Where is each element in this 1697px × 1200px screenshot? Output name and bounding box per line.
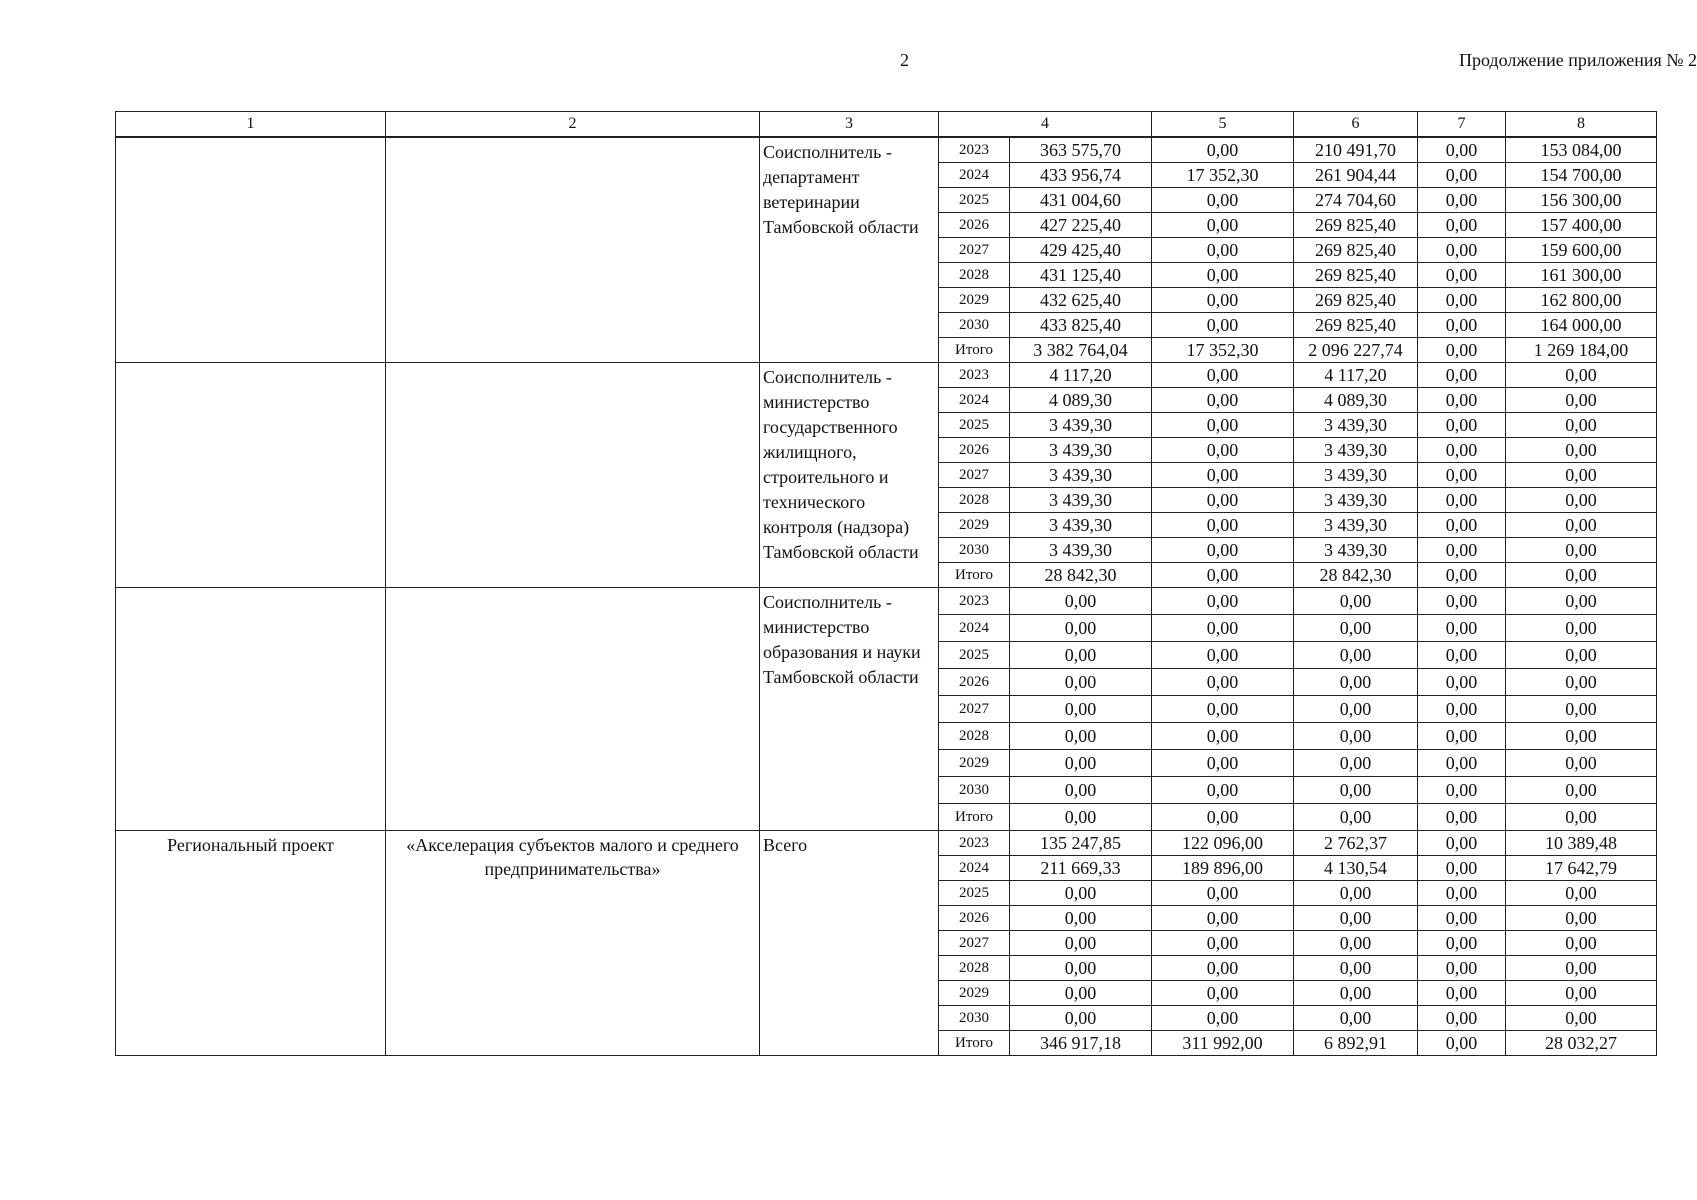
value-cell: 0,00 bbox=[1418, 263, 1506, 288]
project-type-cell bbox=[116, 137, 386, 363]
value-cell: 0,00 bbox=[1506, 642, 1657, 669]
year-cell: 2028 bbox=[939, 488, 1010, 513]
column-header: 1 bbox=[116, 112, 386, 138]
value-cell: 0,00 bbox=[1506, 1006, 1657, 1031]
column-header: 3 bbox=[760, 112, 939, 138]
value-cell: 0,00 bbox=[1506, 931, 1657, 956]
year-cell: 2024 bbox=[939, 163, 1010, 188]
value-cell: 0,00 bbox=[1418, 563, 1506, 588]
value-cell: 122 096,00 bbox=[1152, 831, 1294, 856]
value-cell: 0,00 bbox=[1152, 313, 1294, 338]
value-cell: 0,00 bbox=[1152, 750, 1294, 777]
value-cell: 0,00 bbox=[1294, 956, 1418, 981]
value-cell: 3 439,30 bbox=[1294, 438, 1418, 463]
year-cell: 2030 bbox=[939, 777, 1010, 804]
value-cell: 0,00 bbox=[1152, 1006, 1294, 1031]
value-cell: 0,00 bbox=[1010, 669, 1152, 696]
year-cell: 2023 bbox=[939, 363, 1010, 388]
value-cell: 0,00 bbox=[1010, 723, 1152, 750]
value-cell: 0,00 bbox=[1294, 881, 1418, 906]
value-cell: 0,00 bbox=[1418, 831, 1506, 856]
value-cell: 427 225,40 bbox=[1010, 213, 1152, 238]
value-cell: 0,00 bbox=[1152, 906, 1294, 931]
value-cell: 0,00 bbox=[1152, 388, 1294, 413]
value-cell: 0,00 bbox=[1152, 488, 1294, 513]
value-cell: 0,00 bbox=[1418, 137, 1506, 163]
value-cell: 0,00 bbox=[1418, 238, 1506, 263]
value-cell: 0,00 bbox=[1418, 313, 1506, 338]
project-type-cell: Региональный проект bbox=[116, 831, 386, 1056]
value-cell: 0,00 bbox=[1418, 388, 1506, 413]
value-cell: 3 439,30 bbox=[1010, 513, 1152, 538]
value-cell: 0,00 bbox=[1294, 588, 1418, 615]
value-cell: 0,00 bbox=[1418, 188, 1506, 213]
value-cell: 0,00 bbox=[1010, 588, 1152, 615]
project-type-cell bbox=[116, 588, 386, 831]
value-cell: 0,00 bbox=[1418, 513, 1506, 538]
value-cell: 0,00 bbox=[1506, 588, 1657, 615]
value-cell: 0,00 bbox=[1418, 288, 1506, 313]
year-cell: 2026 bbox=[939, 906, 1010, 931]
project-name-cell: «Акселерация субъектов малого и среднего предпринимательства» bbox=[386, 831, 760, 1056]
year-cell: 2029 bbox=[939, 750, 1010, 777]
value-cell: 3 439,30 bbox=[1294, 513, 1418, 538]
column-header: 2 bbox=[386, 112, 760, 138]
column-header: 4 bbox=[939, 112, 1152, 138]
value-cell: 269 825,40 bbox=[1294, 213, 1418, 238]
value-cell: 156 300,00 bbox=[1506, 188, 1657, 213]
value-cell: 157 400,00 bbox=[1506, 213, 1657, 238]
value-cell: 0,00 bbox=[1294, 1006, 1418, 1031]
page-number: 2 bbox=[900, 50, 909, 70]
year-cell: 2027 bbox=[939, 696, 1010, 723]
table-row bbox=[116, 137, 1657, 163]
value-cell: 0,00 bbox=[1418, 338, 1506, 363]
value-cell: 0,00 bbox=[1010, 696, 1152, 723]
year-cell: 2030 bbox=[939, 538, 1010, 563]
value-cell: 4 089,30 bbox=[1294, 388, 1418, 413]
value-cell: 3 382 764,04 bbox=[1010, 338, 1152, 363]
value-cell: 17 352,30 bbox=[1152, 338, 1294, 363]
value-cell: 0,00 bbox=[1294, 981, 1418, 1006]
value-cell: 0,00 bbox=[1506, 438, 1657, 463]
value-cell: 0,00 bbox=[1152, 413, 1294, 438]
value-cell: 0,00 bbox=[1506, 696, 1657, 723]
value-cell: 0,00 bbox=[1152, 213, 1294, 238]
value-cell: 0,00 bbox=[1152, 956, 1294, 981]
value-cell: 3 439,30 bbox=[1010, 438, 1152, 463]
value-cell: 0,00 bbox=[1506, 388, 1657, 413]
year-cell: 2025 bbox=[939, 188, 1010, 213]
year-cell: 2025 bbox=[939, 881, 1010, 906]
value-cell: 261 904,44 bbox=[1294, 163, 1418, 188]
value-cell: 2 762,37 bbox=[1294, 831, 1418, 856]
value-cell: 0,00 bbox=[1152, 881, 1294, 906]
value-cell: 0,00 bbox=[1506, 881, 1657, 906]
value-cell: 431 125,40 bbox=[1010, 263, 1152, 288]
value-cell: 0,00 bbox=[1152, 588, 1294, 615]
value-cell: 1 269 184,00 bbox=[1506, 338, 1657, 363]
year-cell: 2026 bbox=[939, 213, 1010, 238]
table-row bbox=[116, 588, 1657, 615]
value-cell: 0,00 bbox=[1294, 669, 1418, 696]
value-cell: 0,00 bbox=[1152, 669, 1294, 696]
year-cell: Итого bbox=[939, 804, 1010, 831]
value-cell: 0,00 bbox=[1294, 750, 1418, 777]
value-cell: 0,00 bbox=[1152, 513, 1294, 538]
value-cell: 0,00 bbox=[1418, 438, 1506, 463]
value-cell: 0,00 bbox=[1152, 463, 1294, 488]
value-cell: 3 439,30 bbox=[1010, 463, 1152, 488]
value-cell: 0,00 bbox=[1506, 463, 1657, 488]
value-cell: 346 917,18 bbox=[1010, 1031, 1152, 1056]
year-cell: 2027 bbox=[939, 463, 1010, 488]
value-cell: 0,00 bbox=[1152, 981, 1294, 1006]
value-cell: 274 704,60 bbox=[1294, 188, 1418, 213]
value-cell: 164 000,00 bbox=[1506, 313, 1657, 338]
value-cell: 3 439,30 bbox=[1010, 538, 1152, 563]
value-cell: 0,00 bbox=[1294, 723, 1418, 750]
value-cell: 2 096 227,74 bbox=[1294, 338, 1418, 363]
value-cell: 0,00 bbox=[1418, 856, 1506, 881]
value-cell: 269 825,40 bbox=[1294, 238, 1418, 263]
value-cell: 0,00 bbox=[1418, 1031, 1506, 1056]
value-cell: 0,00 bbox=[1418, 723, 1506, 750]
value-cell: 0,00 bbox=[1506, 563, 1657, 588]
value-cell: 0,00 bbox=[1152, 804, 1294, 831]
header-row bbox=[116, 112, 1657, 138]
budget-table bbox=[115, 111, 1657, 1056]
year-cell: 2029 bbox=[939, 981, 1010, 1006]
year-cell: Итого bbox=[939, 563, 1010, 588]
value-cell: 0,00 bbox=[1418, 906, 1506, 931]
value-cell: 0,00 bbox=[1010, 777, 1152, 804]
value-cell: 0,00 bbox=[1418, 804, 1506, 831]
value-cell: 0,00 bbox=[1294, 777, 1418, 804]
project-type-cell bbox=[116, 363, 386, 588]
value-cell: 0,00 bbox=[1294, 642, 1418, 669]
value-cell: 161 300,00 bbox=[1506, 263, 1657, 288]
value-cell: 0,00 bbox=[1418, 163, 1506, 188]
value-cell: 0,00 bbox=[1418, 1006, 1506, 1031]
year-cell: 2025 bbox=[939, 413, 1010, 438]
value-cell: 429 425,40 bbox=[1010, 238, 1152, 263]
column-header: 5 bbox=[1152, 112, 1294, 138]
year-cell: 2024 bbox=[939, 615, 1010, 642]
value-cell: 0,00 bbox=[1418, 588, 1506, 615]
value-cell: 0,00 bbox=[1010, 750, 1152, 777]
value-cell: 0,00 bbox=[1010, 642, 1152, 669]
value-cell: 0,00 bbox=[1418, 750, 1506, 777]
value-cell: 0,00 bbox=[1152, 723, 1294, 750]
continuation-label: Продолжение приложения № 2 bbox=[1458, 50, 1697, 70]
value-cell: 0,00 bbox=[1294, 696, 1418, 723]
value-cell: 0,00 bbox=[1152, 363, 1294, 388]
value-cell: 0,00 bbox=[1506, 488, 1657, 513]
value-cell: 0,00 bbox=[1152, 696, 1294, 723]
value-cell: 363 575,70 bbox=[1010, 137, 1152, 163]
value-cell: 0,00 bbox=[1010, 881, 1152, 906]
value-cell: 269 825,40 bbox=[1294, 313, 1418, 338]
year-cell: 2026 bbox=[939, 438, 1010, 463]
column-header: 6 bbox=[1294, 112, 1418, 138]
executor-cell: Соисполнитель - министерство образования и науки Тамбовской области bbox=[760, 588, 939, 831]
value-cell: 159 600,00 bbox=[1506, 238, 1657, 263]
value-cell: 189 896,00 bbox=[1152, 856, 1294, 881]
value-cell: 0,00 bbox=[1010, 615, 1152, 642]
year-cell: 2028 bbox=[939, 263, 1010, 288]
value-cell: 0,00 bbox=[1418, 881, 1506, 906]
project-name-cell bbox=[386, 588, 760, 831]
table-body bbox=[116, 112, 1657, 1056]
value-cell: 4 089,30 bbox=[1010, 388, 1152, 413]
value-cell: 0,00 bbox=[1506, 804, 1657, 831]
value-cell: 0,00 bbox=[1152, 615, 1294, 642]
executor-cell: Соисполнитель - министерство государственного жилищного, строительного и технического контроля (надзора) Тамбовской области bbox=[760, 363, 939, 588]
value-cell: 0,00 bbox=[1506, 723, 1657, 750]
value-cell: 28 842,30 bbox=[1294, 563, 1418, 588]
table-row bbox=[116, 831, 1657, 856]
value-cell: 0,00 bbox=[1152, 238, 1294, 263]
value-cell: 0,00 bbox=[1152, 263, 1294, 288]
year-cell: 2024 bbox=[939, 856, 1010, 881]
year-cell: 2028 bbox=[939, 956, 1010, 981]
value-cell: 0,00 bbox=[1152, 188, 1294, 213]
value-cell: 3 439,30 bbox=[1294, 488, 1418, 513]
value-cell: 154 700,00 bbox=[1506, 163, 1657, 188]
value-cell: 0,00 bbox=[1294, 804, 1418, 831]
value-cell: 6 892,91 bbox=[1294, 1031, 1418, 1056]
value-cell: 4 117,20 bbox=[1294, 363, 1418, 388]
value-cell: 433 825,40 bbox=[1010, 313, 1152, 338]
value-cell: 0,00 bbox=[1506, 750, 1657, 777]
year-cell: 2029 bbox=[939, 513, 1010, 538]
value-cell: 0,00 bbox=[1418, 777, 1506, 804]
value-cell: 269 825,40 bbox=[1294, 263, 1418, 288]
project-name-cell bbox=[386, 363, 760, 588]
value-cell: 0,00 bbox=[1506, 538, 1657, 563]
value-cell: 210 491,70 bbox=[1294, 137, 1418, 163]
value-cell: 0,00 bbox=[1418, 669, 1506, 696]
value-cell: 0,00 bbox=[1418, 363, 1506, 388]
year-cell: 2030 bbox=[939, 1006, 1010, 1031]
value-cell: 0,00 bbox=[1294, 931, 1418, 956]
value-cell: 0,00 bbox=[1152, 438, 1294, 463]
value-cell: 0,00 bbox=[1418, 615, 1506, 642]
value-cell: 0,00 bbox=[1010, 956, 1152, 981]
value-cell: 0,00 bbox=[1418, 413, 1506, 438]
value-cell: 0,00 bbox=[1506, 777, 1657, 804]
value-cell: 0,00 bbox=[1506, 363, 1657, 388]
value-cell: 0,00 bbox=[1418, 696, 1506, 723]
project-name-cell bbox=[386, 137, 760, 363]
value-cell: 0,00 bbox=[1506, 413, 1657, 438]
year-cell: 2029 bbox=[939, 288, 1010, 313]
value-cell: 0,00 bbox=[1010, 1006, 1152, 1031]
value-cell: 28 032,27 bbox=[1506, 1031, 1657, 1056]
value-cell: 0,00 bbox=[1010, 931, 1152, 956]
value-cell: 0,00 bbox=[1152, 777, 1294, 804]
year-cell: 2023 bbox=[939, 137, 1010, 163]
year-cell: 2028 bbox=[939, 723, 1010, 750]
column-header: 8 bbox=[1506, 112, 1657, 138]
value-cell: 3 439,30 bbox=[1294, 413, 1418, 438]
value-cell: 135 247,85 bbox=[1010, 831, 1152, 856]
year-cell: 2027 bbox=[939, 931, 1010, 956]
value-cell: 0,00 bbox=[1418, 956, 1506, 981]
value-cell: 0,00 bbox=[1418, 981, 1506, 1006]
value-cell: 4 130,54 bbox=[1294, 856, 1418, 881]
value-cell: 0,00 bbox=[1010, 981, 1152, 1006]
year-cell: Итого bbox=[939, 338, 1010, 363]
value-cell: 3 439,30 bbox=[1294, 538, 1418, 563]
value-cell: 311 992,00 bbox=[1152, 1031, 1294, 1056]
value-cell: 3 439,30 bbox=[1010, 413, 1152, 438]
value-cell: 211 669,33 bbox=[1010, 856, 1152, 881]
year-cell: 2024 bbox=[939, 388, 1010, 413]
value-cell: 0,00 bbox=[1294, 906, 1418, 931]
value-cell: 0,00 bbox=[1506, 981, 1657, 1006]
value-cell: 0,00 bbox=[1506, 615, 1657, 642]
value-cell: 0,00 bbox=[1152, 642, 1294, 669]
value-cell: 10 389,48 bbox=[1506, 831, 1657, 856]
value-cell: 0,00 bbox=[1418, 488, 1506, 513]
value-cell: 432 625,40 bbox=[1010, 288, 1152, 313]
value-cell: 0,00 bbox=[1506, 956, 1657, 981]
year-cell: Итого bbox=[939, 1031, 1010, 1056]
value-cell: 0,00 bbox=[1010, 906, 1152, 931]
year-cell: 2026 bbox=[939, 669, 1010, 696]
value-cell: 162 800,00 bbox=[1506, 288, 1657, 313]
value-cell: 0,00 bbox=[1506, 513, 1657, 538]
value-cell: 4 117,20 bbox=[1010, 363, 1152, 388]
column-header: 7 bbox=[1418, 112, 1506, 138]
value-cell: 0,00 bbox=[1152, 538, 1294, 563]
value-cell: 17 352,30 bbox=[1152, 163, 1294, 188]
value-cell: 0,00 bbox=[1294, 615, 1418, 642]
value-cell: 28 842,30 bbox=[1010, 563, 1152, 588]
year-cell: 2023 bbox=[939, 588, 1010, 615]
value-cell: 0,00 bbox=[1418, 642, 1506, 669]
year-cell: 2023 bbox=[939, 831, 1010, 856]
value-cell: 0,00 bbox=[1152, 288, 1294, 313]
executor-cell: Соисполнитель - департамент ветеринарии Тамбовской области bbox=[760, 137, 939, 363]
value-cell: 0,00 bbox=[1152, 931, 1294, 956]
value-cell: 269 825,40 bbox=[1294, 288, 1418, 313]
value-cell: 153 084,00 bbox=[1506, 137, 1657, 163]
year-cell: 2025 bbox=[939, 642, 1010, 669]
value-cell: 0,00 bbox=[1506, 906, 1657, 931]
year-cell: 2030 bbox=[939, 313, 1010, 338]
value-cell: 433 956,74 bbox=[1010, 163, 1152, 188]
value-cell: 0,00 bbox=[1152, 137, 1294, 163]
value-cell: 0,00 bbox=[1010, 804, 1152, 831]
value-cell: 3 439,30 bbox=[1294, 463, 1418, 488]
value-cell: 0,00 bbox=[1418, 213, 1506, 238]
table-row bbox=[116, 363, 1657, 388]
value-cell: 0,00 bbox=[1418, 931, 1506, 956]
value-cell: 3 439,30 bbox=[1010, 488, 1152, 513]
value-cell: 0,00 bbox=[1418, 538, 1506, 563]
value-cell: 431 004,60 bbox=[1010, 188, 1152, 213]
year-cell: 2027 bbox=[939, 238, 1010, 263]
executor-cell: Всего bbox=[760, 831, 939, 1056]
value-cell: 0,00 bbox=[1152, 563, 1294, 588]
value-cell: 0,00 bbox=[1418, 463, 1506, 488]
value-cell: 17 642,79 bbox=[1506, 856, 1657, 881]
value-cell: 0,00 bbox=[1506, 669, 1657, 696]
